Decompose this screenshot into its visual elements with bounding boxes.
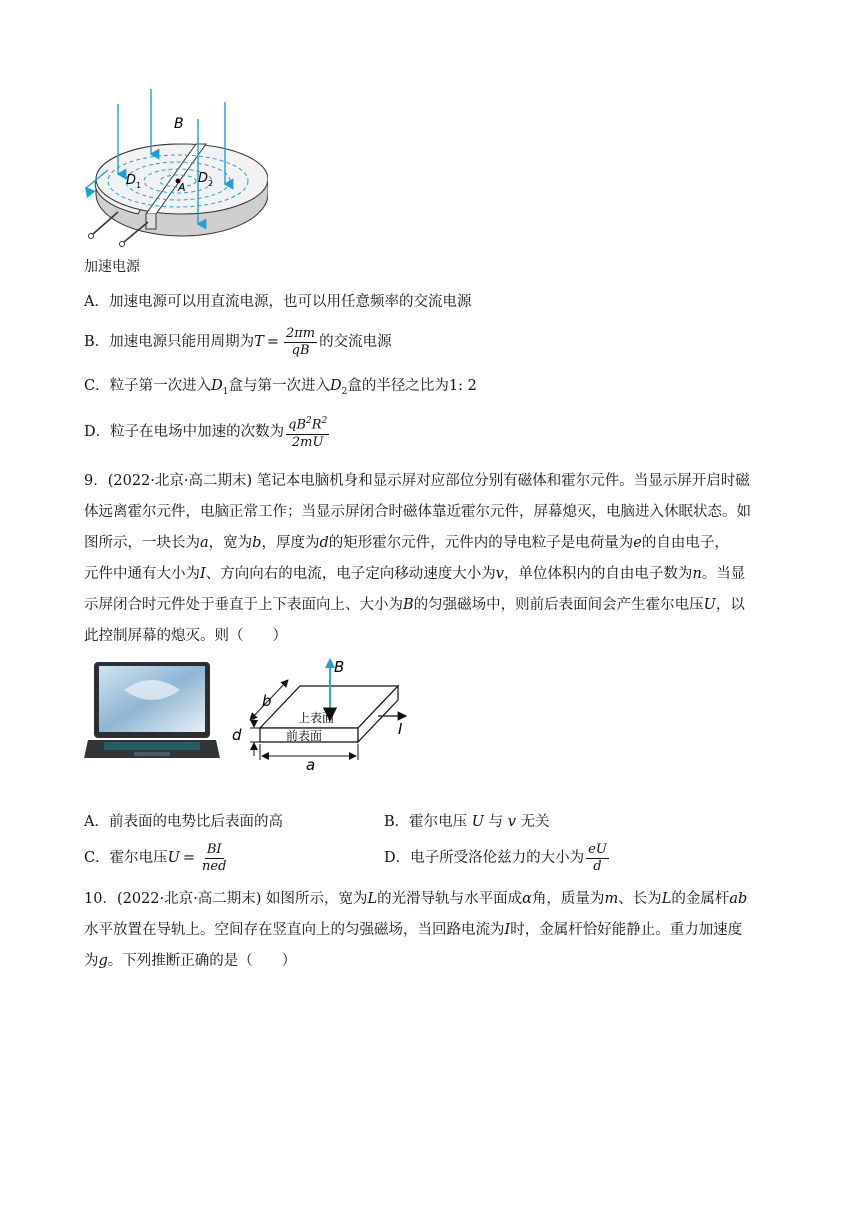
cyclotron-label-B: B: [174, 116, 184, 132]
q9-s5b: 的匀强磁场中，则前后表面间会产生霍尔电压: [413, 597, 704, 613]
q8-option-c-ratio: 1: 2: [448, 378, 477, 394]
q8-option-b: [84, 322, 392, 362]
q10-var-ab: ab: [729, 891, 748, 907]
q8-option-d-den: 2mU: [291, 434, 324, 450]
q9-option-b: [384, 812, 550, 832]
q9-option-d-prefix: D．电子所受洛伦兹力的大小为: [384, 850, 585, 866]
q9-var-U: U: [703, 597, 716, 613]
q8-option-b-eq: =: [266, 334, 279, 350]
q8-option-d-num: [286, 413, 329, 434]
cyclotron-diagram: [78, 84, 268, 279]
cyclotron-label-A: A: [178, 181, 186, 194]
q9-option-b-prefix: B．霍尔电压: [384, 814, 468, 830]
q9-option-d-num: eU: [588, 841, 607, 857]
laptop-image: [84, 660, 220, 764]
q10-l2a: 水平放置在导轨上。空间存在竖直向上的匀强磁场，当回路电流为: [84, 922, 505, 938]
q9-s5c: ，以: [715, 597, 745, 613]
q8-option-c-D2: D: [329, 378, 342, 394]
q8-option-d-num-b: R: [311, 417, 322, 433]
q9-var-n: n: [692, 566, 702, 582]
q8-option-a: A．加速电源可以用直流电源，也可以用任意频率的交流电源: [84, 294, 472, 310]
q8-option-c: [84, 376, 477, 402]
q9-var-B: B: [403, 597, 414, 613]
q9-var-a: a: [200, 535, 209, 551]
q8-option-b-den: qB: [291, 342, 310, 358]
q10-l1e: 的金属杆: [671, 891, 730, 907]
q8-option-b-num: 2πm: [285, 325, 316, 341]
q9-stem-line4: [84, 559, 784, 590]
q9-option-c-fraction: [200, 842, 228, 875]
q10-l1a: 10．(2022·北京·高二期末) 如图所示，宽为: [84, 891, 368, 907]
q8-option-c-suffix: 盒的半径之比为: [347, 378, 449, 394]
q9-s4a: 元件中通有大小为: [84, 566, 200, 582]
q9-option-b-suffix: 无关: [520, 814, 550, 830]
q10-var-L: L: [367, 891, 378, 907]
q9-stem-line2: 体远离霍尔元件，电脑正常工作；当显示屏闭合时磁体靠近霍尔元件，屏幕熄灭，电脑进入休眠状态。如: [84, 504, 751, 520]
q9-option-c-eq: =: [182, 850, 195, 866]
cyclotron-figure: [78, 84, 268, 279]
hall-label-a: a: [306, 756, 316, 772]
q10-l3a: 为: [84, 953, 99, 969]
q9-s4b: 、方向向右的电流，电子定向移动速度大小为: [205, 566, 496, 582]
hall-label-I: I: [398, 720, 403, 738]
q10-var-alpha: α: [522, 891, 532, 907]
q9-stem-line3: [84, 528, 784, 559]
q9-option-c-prefix: C．霍尔电压: [84, 850, 168, 866]
q9-option-c-num: BI: [206, 841, 222, 857]
q8-option-d-fraction: [286, 413, 329, 450]
q9-var-e: e: [633, 535, 642, 551]
q9-s3c: ，厚度为: [261, 535, 320, 551]
q10-var-m: m: [604, 891, 619, 907]
hall-label-front: 前表面: [286, 729, 323, 743]
q9-option-c: [84, 838, 230, 878]
q9-var-b: b: [252, 535, 262, 551]
q9-s3e: 的自由电子，: [641, 535, 729, 551]
q9-stem: [84, 466, 784, 652]
q9-option-d: [384, 838, 611, 878]
q8-option-d-prefix: D．粒子在电场中加速的次数为: [84, 424, 285, 440]
cyclotron-label-D1: D: [126, 173, 137, 188]
q8-option-c-D2-sub: 2: [341, 386, 348, 397]
q9-option-d-fraction: [586, 842, 609, 875]
q8-option-c-D1-sub: 1: [222, 386, 229, 397]
cyclotron-caption: 加速电源: [84, 259, 140, 275]
q9-s3d: 的矩形霍尔元件，元件内的导电粒子是电荷量为: [328, 535, 634, 551]
q8-option-b-suffix: 的交流电源: [319, 334, 392, 350]
q10-l2b: 时，金属杆恰好能静止。重力加速度: [510, 922, 743, 938]
q9-option-a: A．前表面的电势比后表面的高: [84, 814, 283, 830]
hall-label-b: b: [262, 692, 272, 710]
q9-option-c-den: ned: [202, 858, 227, 874]
hall-label-d: d: [232, 726, 242, 744]
q9-s4c: ，单位体积内的自由电子数为: [503, 566, 693, 582]
hall-label-B: B: [334, 658, 345, 676]
q8-option-b-prefix: B．加速电源只能用周期为: [84, 334, 255, 350]
q9-option-b-v: v: [507, 814, 516, 830]
q9-var-v: v: [495, 566, 504, 582]
q8-option-b-fraction: [284, 326, 317, 359]
q10-l1d: 、长为: [618, 891, 662, 907]
q9-s4d: 。当显: [701, 566, 746, 582]
hall-label-top: 上表面: [298, 711, 335, 725]
hall-element-figure: [228, 656, 418, 772]
q10-var-g: g: [98, 953, 108, 969]
q8-option-c-D1: D: [211, 378, 223, 394]
q8-option-d-num-sup1: 2: [306, 416, 312, 427]
q8-option-b-T: T: [254, 334, 264, 350]
q10-line2: [84, 915, 784, 946]
q10-l1c: 角，质量为: [531, 891, 605, 907]
q10-stem: [84, 884, 784, 977]
cyclotron-label-D1-sub: 1: [136, 181, 142, 190]
q9-s5a: 示屏闭合时元件处于垂直于上下表面向上、大小为: [84, 597, 403, 613]
q9-s3a: 图所示，一块长为: [84, 535, 200, 551]
q9-option-b-U: U: [471, 814, 484, 830]
q9-stem-line1: 9．(2022·北京·高二期末) 笔记本电脑机身和显示屏对应部位分别有磁体和霍尔元件。当显示屏开启时磁: [84, 473, 750, 489]
q10-l1b: 的光滑导轨与水平面成: [377, 891, 523, 907]
q10-l3b: 。下列推断正确的是（ ）: [107, 953, 297, 969]
q8-option-c-prefix: C．粒子第一次进入: [84, 378, 212, 394]
q9-var-I: I: [200, 566, 206, 582]
q8-option-d-num-a: qB: [288, 417, 306, 433]
q9-s3b: ，宽为: [208, 535, 253, 551]
cyclotron-label-D2: D: [198, 171, 209, 186]
q9-stem-line5: [84, 590, 784, 621]
q9-var-d: d: [319, 535, 329, 551]
q10-var-L2: L: [661, 891, 672, 907]
q9-option-c-U: U: [167, 850, 180, 866]
cyclotron-label-D2-sub: 2: [208, 179, 214, 188]
q9-stem-line6: 此控制屏幕的熄灭。则（ ）: [84, 628, 287, 644]
q8-option-c-mid: 盒与第一次进入: [228, 378, 330, 394]
q10-line3: [84, 946, 784, 977]
q10-line1: [84, 884, 784, 915]
q8-option-d-num-sup2: 2: [321, 416, 328, 427]
q10-var-I: I: [504, 922, 511, 938]
q9-option-d-den: d: [593, 858, 602, 874]
q8-option-d: [84, 412, 331, 452]
q9-option-b-mid: 与: [488, 814, 504, 830]
